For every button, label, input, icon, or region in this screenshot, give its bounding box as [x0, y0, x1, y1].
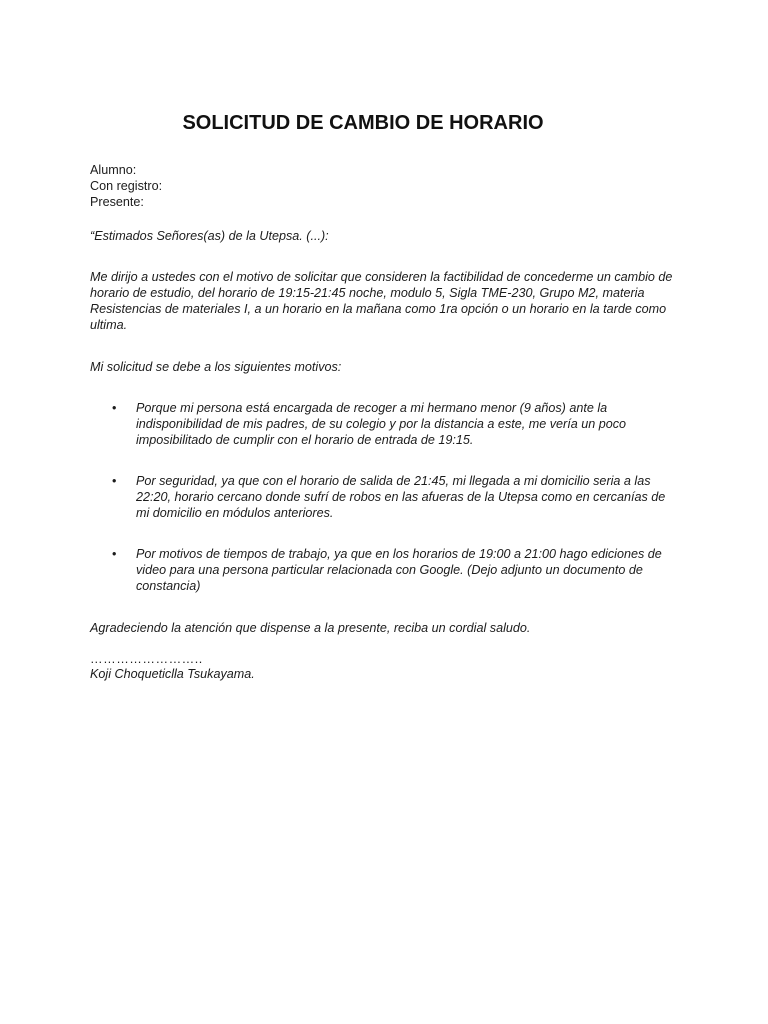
reason-item	[90, 546, 690, 594]
reason-text: Por motivos de tiempos de trabajo, ya que en los horarios de 19:00 a 21:00 hago ediciones de video para una persona particular relacionada con Google. (Dejo adjunto un documento de constancia)	[136, 547, 662, 593]
signature-name: Koji Choqueticlla Tsukayama.	[90, 667, 255, 681]
reason-text: Por seguridad, ya que con el horario de salida de 21:45, mi llegada a mi domicilio seria a las 22:20, horario cercano donde sufrí de robos en las afueras de la Utepsa como en cercanías de mi domicilio en módulos anteriores.	[136, 474, 666, 520]
signature-line: ……………………..	[90, 652, 203, 666]
recipient-header	[90, 162, 690, 210]
closing-paragraph: Agradeciendo la atención que dispense a la presente, reciba un cordial saludo.	[90, 621, 531, 635]
reason-item	[90, 400, 690, 448]
header-line-presente: Presente:	[90, 195, 144, 209]
greeting: “Estimados Señores(as) de la Utepsa. (...):	[90, 229, 329, 243]
header-line-alumno: Alumno:	[90, 163, 137, 177]
bullet-icon: •	[112, 547, 117, 561]
reason-text: Porque mi persona está encargada de recoger a mi hermano menor (9 años) ante la indisponibilidad de mis padres, de su colegio y por la distancia a este, me vería un poco imposibilitado de cumplir con el horario de entrada de 19:15.	[136, 401, 627, 447]
reasons-lead: Mi solicitud se debe a los siguientes motivos:	[90, 360, 342, 374]
intro-paragraph: Me dirijo a ustedes con el motivo de solicitar que consideren la factibilidad de concederme un cambio de horario de estudio, del horario de 19:15-21:45 noche, modulo 5, Sigla TME-230, Grupo M2, materia Resistencias de materiales I, a un horario en la mañana como 1ra opción o un horario en la tarde como ultima.	[90, 270, 673, 332]
reasons-list	[90, 400, 690, 619]
header-line-registro: Con registro:	[90, 179, 163, 193]
bullet-icon: •	[112, 401, 117, 415]
document-title: SOLICITUD DE CAMBIO DE HORARIO	[182, 112, 544, 134]
bullet-icon: •	[112, 474, 117, 488]
reason-item	[90, 473, 690, 521]
